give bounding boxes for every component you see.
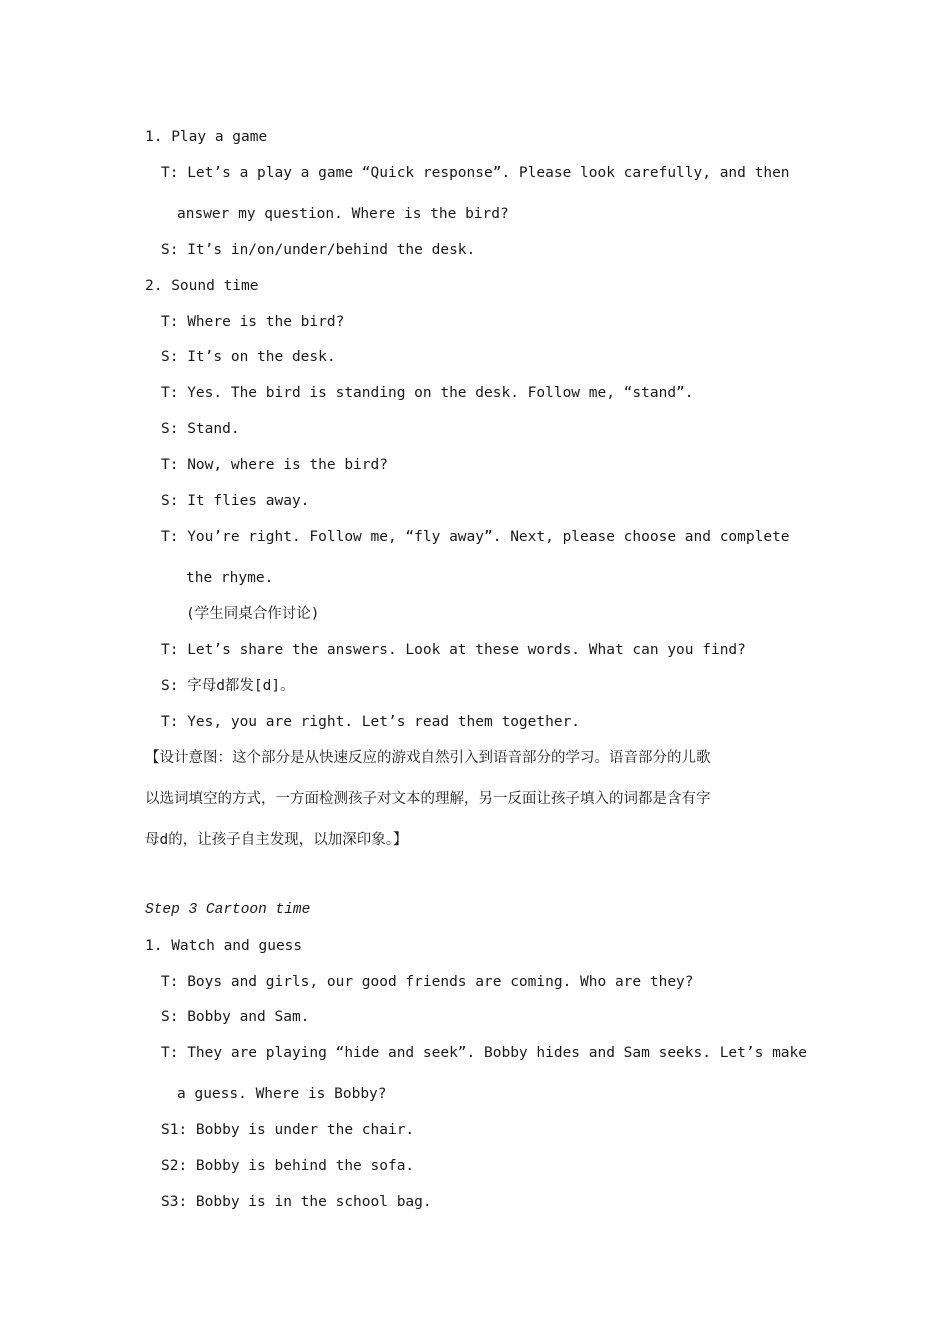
dialogue-line: S3: Bobby is in the school bag.: [161, 1194, 432, 1210]
item-watch-and-guess: 1. Watch and guess: [145, 938, 303, 954]
item-sound-time: 2. Sound time: [145, 278, 259, 294]
design-intent-note: 母d的，让孩子自主发现，以加深印象。】: [145, 832, 408, 848]
dialogue-line: a guess. Where is Bobby?: [177, 1086, 387, 1102]
dialogue-line: T: Yes, you are right. Let’s read them together.: [161, 714, 581, 730]
dialogue-line: T: Boys and girls, our good friends are coming. Who are they?: [161, 974, 694, 990]
dialogue-line: answer my question. Where is the bird?: [177, 206, 509, 222]
dialogue-line: S: Stand.: [161, 421, 240, 437]
design-intent-note: 以选词填空的方式，一方面检测孩子对文本的理解，另一反面让孩子填入的词都是含有字: [145, 791, 711, 807]
dialogue-line: S1: Bobby is under the chair.: [161, 1122, 415, 1138]
dialogue-line: T: Yes. The bird is standing on the desk. Follow me, “stand”.: [161, 385, 694, 401]
dialogue-line: T: Now, where is the bird?: [161, 457, 388, 473]
dialogue-line: T: You’re right. Follow me, “fly away”. Next, please choose and complete: [161, 529, 790, 545]
dialogue-line: T: Let’s a play a game “Quick response”. Please look carefully, and then: [161, 165, 790, 181]
dialogue-line: the rhyme.: [186, 570, 274, 586]
design-intent-note: 【设计意图：这个部分是从快速反应的游戏自然引入到语音部分的学习。语音部分的儿歌: [145, 750, 711, 766]
dialogue-line: T: Let’s share the answers. Look at these words. What can you find?: [161, 642, 746, 658]
dialogue-line: S2: Bobby is behind the sofa.: [161, 1158, 415, 1174]
dialogue-line: T: Where is the bird?: [161, 314, 345, 330]
step-heading: Step 3 Cartoon time: [145, 902, 311, 918]
dialogue-line: S: 字母d都发[d]。: [161, 678, 295, 694]
stage-note: (学生同桌合作讨论): [186, 606, 320, 622]
item-play-a-game: 1. Play a game: [145, 129, 268, 145]
dialogue-line: S: It’s in/on/under/behind the desk.: [161, 242, 476, 258]
dialogue-line: S: Bobby and Sam.: [161, 1009, 310, 1025]
dialogue-line: T: They are playing “hide and seek”. Bobby hides and Sam seeks. Let’s make: [161, 1045, 808, 1061]
dialogue-line: S: It’s on the desk.: [161, 349, 336, 365]
dialogue-line: S: It flies away.: [161, 493, 310, 509]
